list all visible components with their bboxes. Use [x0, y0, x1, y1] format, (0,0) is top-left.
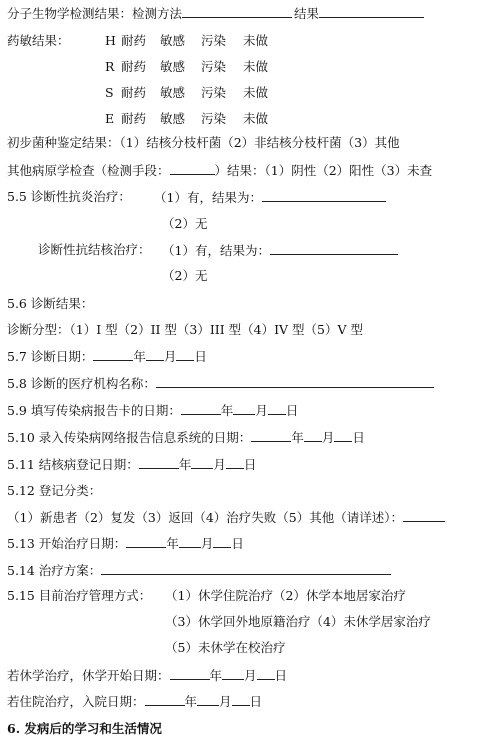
drug-code: H [105, 33, 116, 48]
drug-option[interactable]: 耐药 [121, 111, 147, 126]
antitb-label: 诊断性抗结核治疗： [38, 242, 151, 257]
prelim-identification: 初步菌种鉴定结果：（1）结核分枝杆菌（2）非结核分枝杆菌（3）其他 [7, 135, 400, 150]
day-unit: 日 [231, 536, 244, 551]
antitb-option-1-label: （1）有，结果为： [162, 243, 270, 258]
antitb-option-1 [162, 242, 398, 259]
s59-day-field[interactable] [268, 402, 286, 415]
drug-code: S [105, 85, 114, 100]
month-unit: 月 [244, 668, 257, 683]
year-unit: 年 [209, 668, 223, 683]
s55-option-1-label: （1）有，结果为： [154, 190, 262, 205]
drug-option[interactable]: 污染 [201, 59, 227, 74]
s59-month-field[interactable] [233, 402, 255, 415]
other-pathogen-label: 其他病原学检查（检测手段： [7, 163, 170, 178]
result-label: 结果 [294, 6, 320, 21]
s510-label: 5.10 录入传染病网络报告信息系统的日期： [7, 430, 252, 445]
s510-year-field[interactable] [251, 429, 291, 442]
month-unit: 月 [163, 349, 177, 364]
test-method-field[interactable] [182, 5, 292, 18]
month-unit: 月 [255, 403, 268, 418]
drug-option[interactable]: 敏感 [160, 59, 186, 74]
s55-label: 5.5 诊断性抗炎治疗： [7, 189, 131, 204]
s57-month-field[interactable] [146, 348, 164, 361]
s59-label: 5.9 填写传染病报告卡的日期： [7, 403, 181, 418]
hosp-line [7, 693, 262, 710]
year-unit: 年 [184, 694, 198, 709]
s512-label: 5.12 登记分类： [7, 483, 102, 498]
suspend-year-field[interactable] [170, 667, 210, 680]
s513-month-field[interactable] [179, 535, 201, 548]
drug-option[interactable]: 污染 [201, 85, 227, 100]
drug-option[interactable]: 污染 [201, 111, 227, 126]
drug-option[interactable]: 耐药 [121, 85, 147, 100]
s513-line [7, 535, 244, 552]
hosp-day-field[interactable] [232, 693, 250, 706]
drug-option[interactable]: 污染 [201, 33, 227, 48]
drug-code: E [105, 111, 115, 126]
s511-label: 5.11 结核病登记日期： [7, 457, 139, 472]
drug-option[interactable]: 未做 [243, 59, 269, 74]
s511-year-field[interactable] [139, 456, 179, 469]
diagnosis-type: 诊断分型：（1）I 型（2）II 型（3）III 型（4）IV 型（5）V 型 [7, 322, 364, 337]
month-unit: 月 [321, 430, 335, 445]
detection-method-field[interactable] [170, 162, 215, 175]
day-unit: 日 [194, 349, 207, 364]
s59-line [7, 402, 298, 419]
drug-option[interactable]: 未做 [243, 85, 269, 100]
antitb-result-field[interactable] [270, 242, 398, 255]
year-unit: 年 [166, 536, 179, 551]
antitb-option-2: （2）无 [162, 268, 208, 283]
s58-institution-field[interactable] [156, 375, 434, 388]
registration-other-field[interactable] [403, 509, 445, 522]
section-6-heading: 6. 发病后的学习和生活情况 [7, 721, 162, 736]
suspend-month-field[interactable] [222, 667, 244, 680]
year-unit: 年 [220, 403, 234, 418]
s57-line [7, 348, 207, 365]
s510-month-field[interactable] [304, 429, 322, 442]
s514-label: 5.14 治疗方案： [7, 563, 102, 578]
drug-code: R [105, 59, 115, 74]
day-unit: 日 [285, 403, 299, 418]
s55-option-2: （2）无 [162, 216, 208, 231]
drug-option[interactable]: 耐药 [121, 33, 147, 48]
s57-day-field[interactable] [176, 348, 194, 361]
mgmt-options-2: （3）休学回外地原籍治疗（4）未休学居家治疗 [165, 614, 431, 629]
drug-option[interactable]: 敏感 [160, 111, 186, 126]
hosp-label: 若住院治疗，入院日期： [7, 694, 145, 709]
day-unit: 日 [249, 694, 263, 709]
month-unit: 月 [200, 536, 214, 551]
s511-day-field[interactable] [226, 456, 244, 469]
hosp-month-field[interactable] [197, 693, 219, 706]
drug-option[interactable]: 敏感 [160, 33, 186, 48]
s510-day-field[interactable] [334, 429, 352, 442]
suspend-day-field[interactable] [257, 667, 275, 680]
s58-label: 5.8 诊断的医疗机构名称： [7, 376, 156, 391]
suspend-label: 若休学治疗，休学开始日期： [7, 668, 170, 683]
s514-line [7, 562, 391, 579]
other-pathogen-line [7, 162, 432, 179]
day-unit: 日 [352, 430, 365, 445]
s511-month-field[interactable] [191, 456, 213, 469]
drug-option[interactable]: 敏感 [160, 85, 186, 100]
registration-class-options: （1）新患者（2）复发（3）返回（4）治疗失败（5）其他（请详述）： [7, 510, 404, 525]
s57-year-field[interactable] [93, 348, 133, 361]
s59-year-field[interactable] [181, 402, 221, 415]
drug-option[interactable]: 未做 [243, 33, 269, 48]
year-unit: 年 [133, 349, 146, 364]
molecular-test-label: 分子生物学检测结果：检测方法 [7, 6, 183, 21]
mgmt-options-3: （5）未休学在校治疗 [165, 640, 286, 655]
s512-options-line [7, 509, 445, 526]
day-unit: 日 [274, 668, 288, 683]
drug-sensitivity-label: 药敏结果： [7, 33, 70, 48]
s55-result-field[interactable] [262, 189, 386, 202]
drug-option[interactable]: 耐药 [121, 59, 147, 74]
s58-line [7, 375, 434, 392]
month-unit: 月 [213, 457, 226, 472]
s513-label: 5.13 开始治疗日期： [7, 536, 127, 551]
year-unit: 年 [178, 457, 192, 472]
s513-day-field[interactable] [213, 535, 231, 548]
s56-label: 5.6 诊断结果： [7, 296, 94, 311]
molecular-test-line [7, 5, 424, 22]
month-unit: 月 [219, 694, 232, 709]
year-unit: 年 [291, 430, 304, 445]
day-unit: 日 [243, 457, 257, 472]
s515-label: 5.15 目前治疗管理方式： [7, 588, 152, 603]
mgmt-options-1: （1）休学住院治疗（2）休学本地居家治疗 [165, 588, 406, 603]
s510-line [7, 429, 365, 446]
hosp-year-field[interactable] [145, 693, 185, 706]
s55-option-1 [154, 189, 386, 206]
drug-option[interactable]: 未做 [243, 111, 269, 126]
other-pathogen-result: ）结果：（1）阴性（2）阳性（3）未查 [214, 163, 433, 178]
test-result-field[interactable] [319, 5, 424, 18]
s511-line [7, 456, 256, 473]
s514-regimen-field[interactable] [101, 562, 391, 575]
s513-year-field[interactable] [126, 535, 166, 548]
suspend-line [7, 667, 287, 684]
s57-label: 5.7 诊断日期： [7, 349, 94, 364]
